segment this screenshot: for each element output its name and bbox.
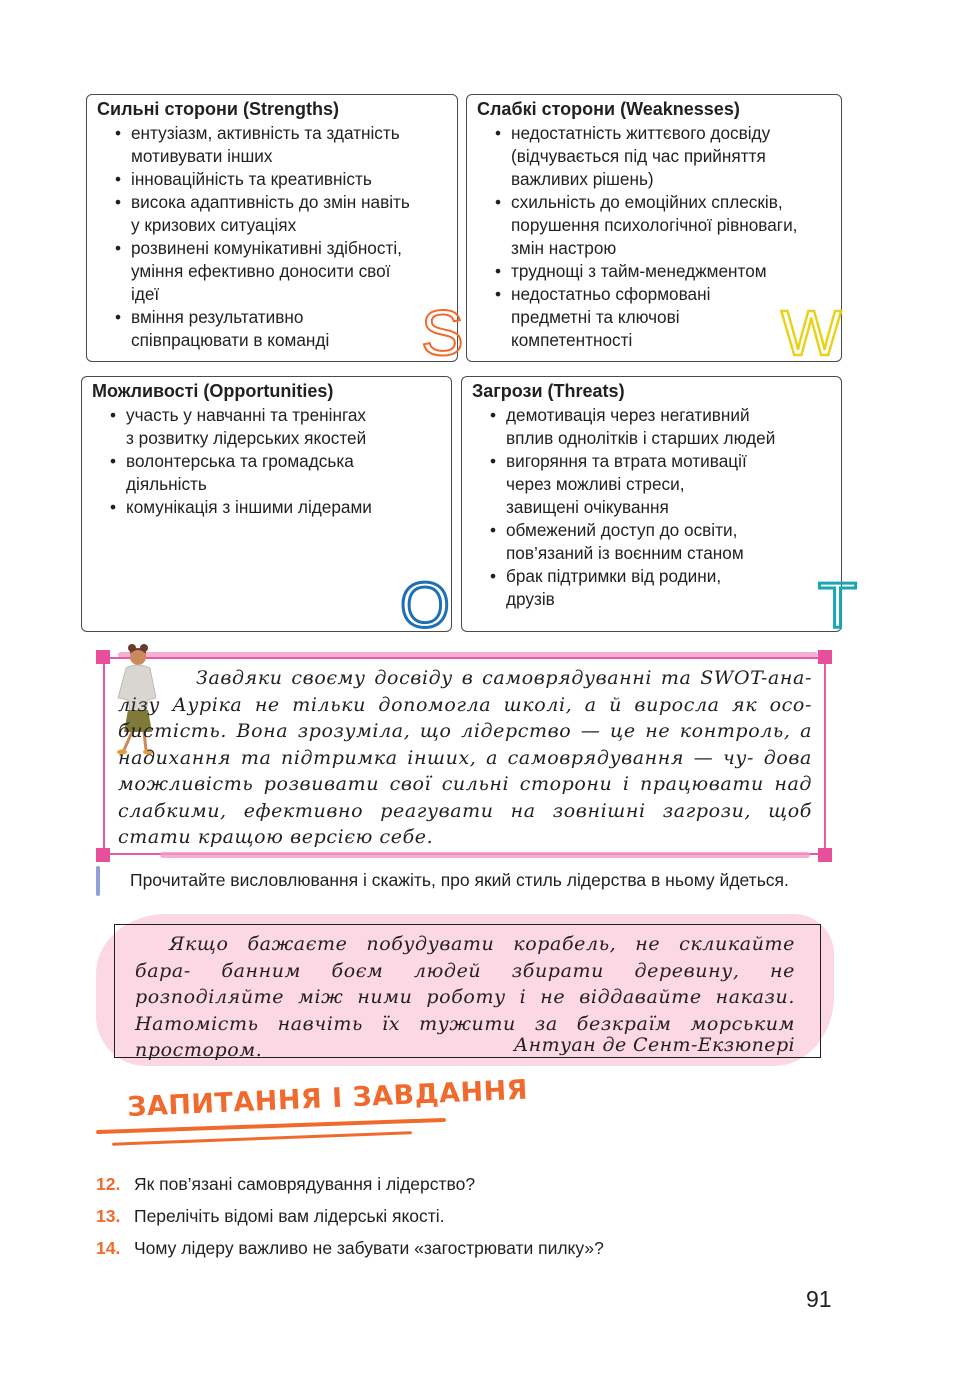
list-item: • волонтерська та громадська діяльність — [110, 450, 372, 496]
list-item: • недостатність життєвого досвіду (відчувається під час прийняття важливих рішень) — [495, 122, 797, 191]
opportunities-list — [110, 404, 372, 519]
title-underline-stroke — [112, 1131, 412, 1146]
frame-corner-square — [818, 848, 832, 862]
list-item: • недостатньо сформовані предметні та ключові компетентності — [495, 283, 797, 352]
weaknesses-title: Слабкі сторони (Weaknesses) — [477, 99, 740, 119]
letter-o-graphic: O — [400, 569, 450, 641]
quote-text: Якщо бажаєте побудувати корабель, не скликайте бара- банним боєм людей збирати деревину, не розподіляйте між ними роботу і не віддавайте накази. Натомість навчіть їх тужити за безкраїм морським простором. — [135, 933, 796, 1061]
prompt-marker-icon — [96, 866, 100, 896]
list-item: • участь у навчанні та тренінгах з розвитку лідерських якостей — [110, 404, 372, 450]
list-item: • обмежений доступ до освіти, пов’язаний із воєнним станом — [490, 519, 775, 565]
letter-t-graphic: T — [818, 569, 858, 641]
list-item: • схильність до емоційних сплесків, порушення психологічної рівноваги, змін настрою — [495, 191, 797, 260]
list-item: • брак підтримки від родини, друзів — [490, 565, 775, 611]
threats-list — [490, 404, 775, 611]
question-text: Перелічіть відомі вам лідерські якості. — [134, 1206, 445, 1226]
prompt-text: Прочитайте висловлювання і скажіть, про який стиль лідерства в ньому йдеться. — [130, 870, 789, 890]
question-item — [96, 1174, 475, 1195]
list-item: • ентузіазм, активність та здатність мотивувати інших — [115, 122, 410, 168]
list-item: • розвинені комунікативні здібності, уміння ефективно доносити свої ідеї — [115, 237, 410, 306]
swot-weaknesses-box — [466, 94, 842, 369]
swot-threats-box — [461, 376, 858, 641]
list-item: • вигоряння та втрата мотивації через можливі стреси, завищені очікування — [490, 450, 775, 519]
question-text: Чому лідеру важливо не забувати «загострювати пилку»? — [134, 1238, 604, 1258]
frame-brush-bottom — [160, 852, 810, 858]
question-number: 13. — [96, 1206, 121, 1226]
strengths-list — [115, 122, 410, 352]
question-number: 14. — [96, 1238, 121, 1258]
letter-w-graphic: W — [781, 297, 842, 369]
swot-strengths-box — [86, 94, 464, 369]
swot-opportunities-box — [81, 376, 452, 641]
list-item: • комунікація з іншими лідерами — [110, 496, 372, 519]
opportunities-title: Можливості (Opportunities) — [92, 381, 334, 401]
section-title: ЗАПИТАННЯ І ЗАВДАННЯ — [126, 1074, 529, 1123]
story-paragraph: Завдяки своєму досвіду в самоврядуванні та SWOT-ана- лізу Ауріка не тільки допомогла школі, а й виросла як осо- бистість. Вона зрозуміла, що лідерство — це не контроль, а надихання та підтримка інших, а самоврядування — чу- дова можливість розвивати свої сильні сторони і працювати над слабкими, ефективно реагувати на зовнішні загрози, щоб стати кращою версією себе. — [118, 667, 813, 848]
weaknesses-list — [495, 122, 797, 352]
list-item: • інноваційність та креативність — [115, 168, 410, 191]
strengths-title: Сильні сторони (Strengths) — [97, 99, 339, 119]
frame-corner-square — [96, 848, 110, 862]
list-item: • висока адаптивність до змін навіть у кризових ситуаціях — [115, 191, 410, 237]
quote-author: Антуан де Сент-Екзюпері — [513, 1034, 795, 1056]
question-text: Як пов’язані самоврядування і лідерство? — [134, 1174, 476, 1194]
question-item — [96, 1206, 445, 1227]
list-item: • труднощі з тайм-менеджментом — [495, 260, 797, 283]
list-item: • вміння результативно співпрацювати в команді — [115, 306, 410, 352]
page-number: 91 — [806, 1286, 832, 1312]
list-item: • демотивація через негативний вплив однолітків і старших людей — [490, 404, 775, 450]
letter-s-graphic: S — [421, 297, 464, 369]
threats-title: Загрози (Threats) — [472, 381, 625, 401]
frame-corner-square — [818, 650, 832, 664]
question-item — [96, 1238, 604, 1259]
question-number: 12. — [96, 1174, 121, 1194]
